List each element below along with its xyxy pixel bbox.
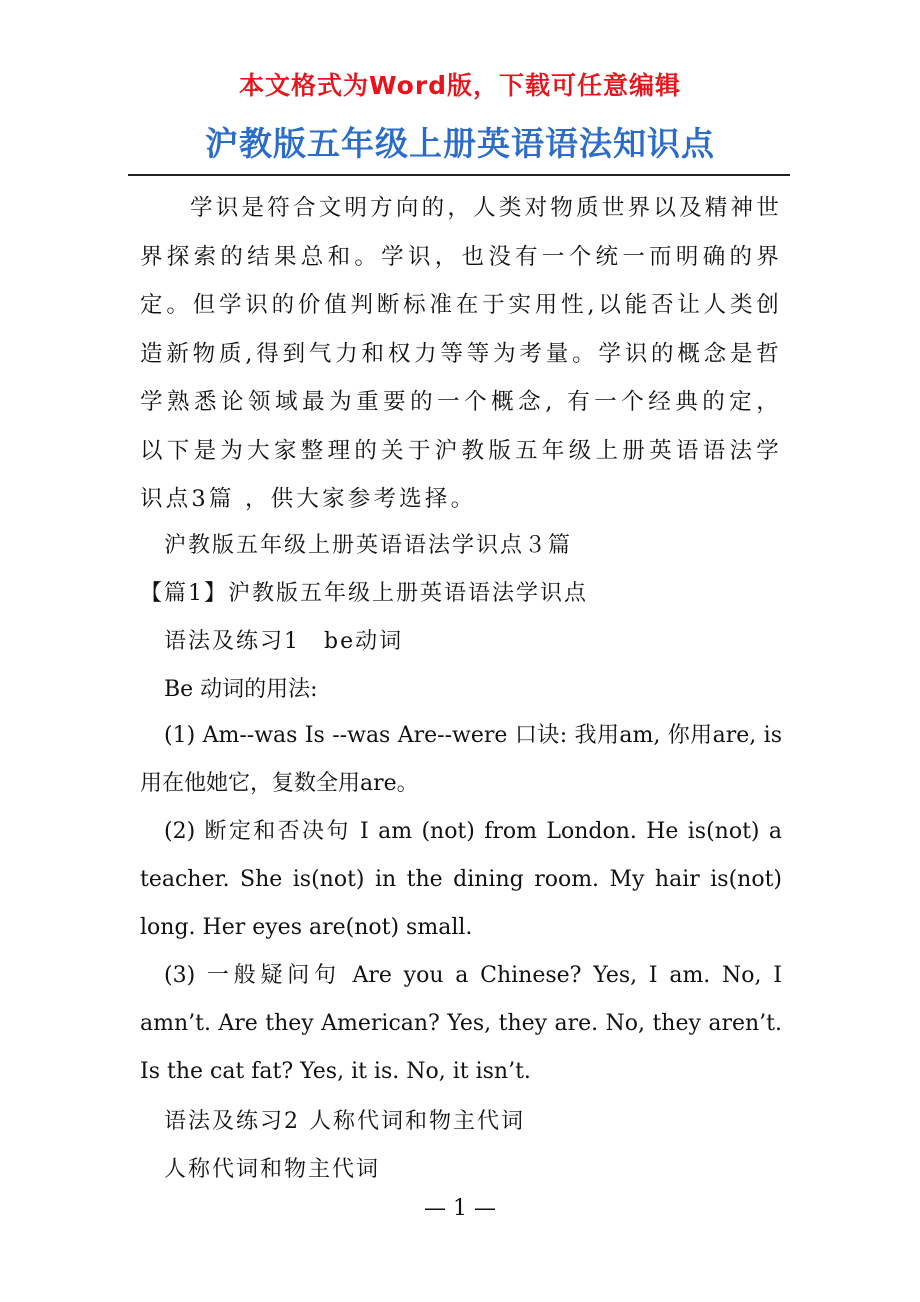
point-2: (2) 断定和否决句 I am (not) from London. He is(not) a teacher. She is(not) in the dining room. My hair is(not) long. Her eyes are(not) small.	[140, 819, 782, 940]
subtitle: 沪教版五年级上册英语语法学识点３篇	[164, 533, 573, 558]
grammar1-heading: 语法及练习1 be动词	[164, 629, 404, 654]
point-3: (3) 一般疑问句 Are you a Chinese? Yes, I am. No, I amn’t. Are they American? Yes, they are. No, they aren’t. Is the cat fat? Yes, it is. No, it isn’t.	[140, 963, 782, 1084]
pronoun-heading: 人称代词和物主代词	[164, 1157, 381, 1182]
section-heading: 【篇1】沪教版五年级上册英语语法学识点	[140, 581, 588, 606]
point-1: (1) Am--was Is --was Are--were 口诀: 我用am, 你用are, is用在他她它，复数全用are。	[140, 723, 782, 796]
be-usage-label: Be 动词的用法:	[164, 677, 318, 702]
grammar2-heading: 语法及练习2 人称代词和物主代词	[164, 1109, 525, 1134]
document-title: 沪教版五年级上册英语语法知识点	[205, 124, 715, 163]
title-divider	[128, 174, 790, 176]
format-notice: 本文格式为Word版，下载可任意编辑	[238, 71, 682, 100]
intro-paragraph: 学识是符合文明方向的，人类对物质世界以及精神世界探索的结果总和。学识，也没有一个统一而明确的界定。但学识的价值判断标准在于实用性,以能否让人类创造新物质,得到气力和权力等等为考量。学识的概念是哲学熟悉论领域最为重要的一个概念, 有一个经典的定， 以下是为大家整理的关于沪教版五年级上册英语语法学识点3篇 ，供大家参考选择。	[140, 195, 782, 512]
page-number: — 1 —	[424, 1196, 496, 1221]
